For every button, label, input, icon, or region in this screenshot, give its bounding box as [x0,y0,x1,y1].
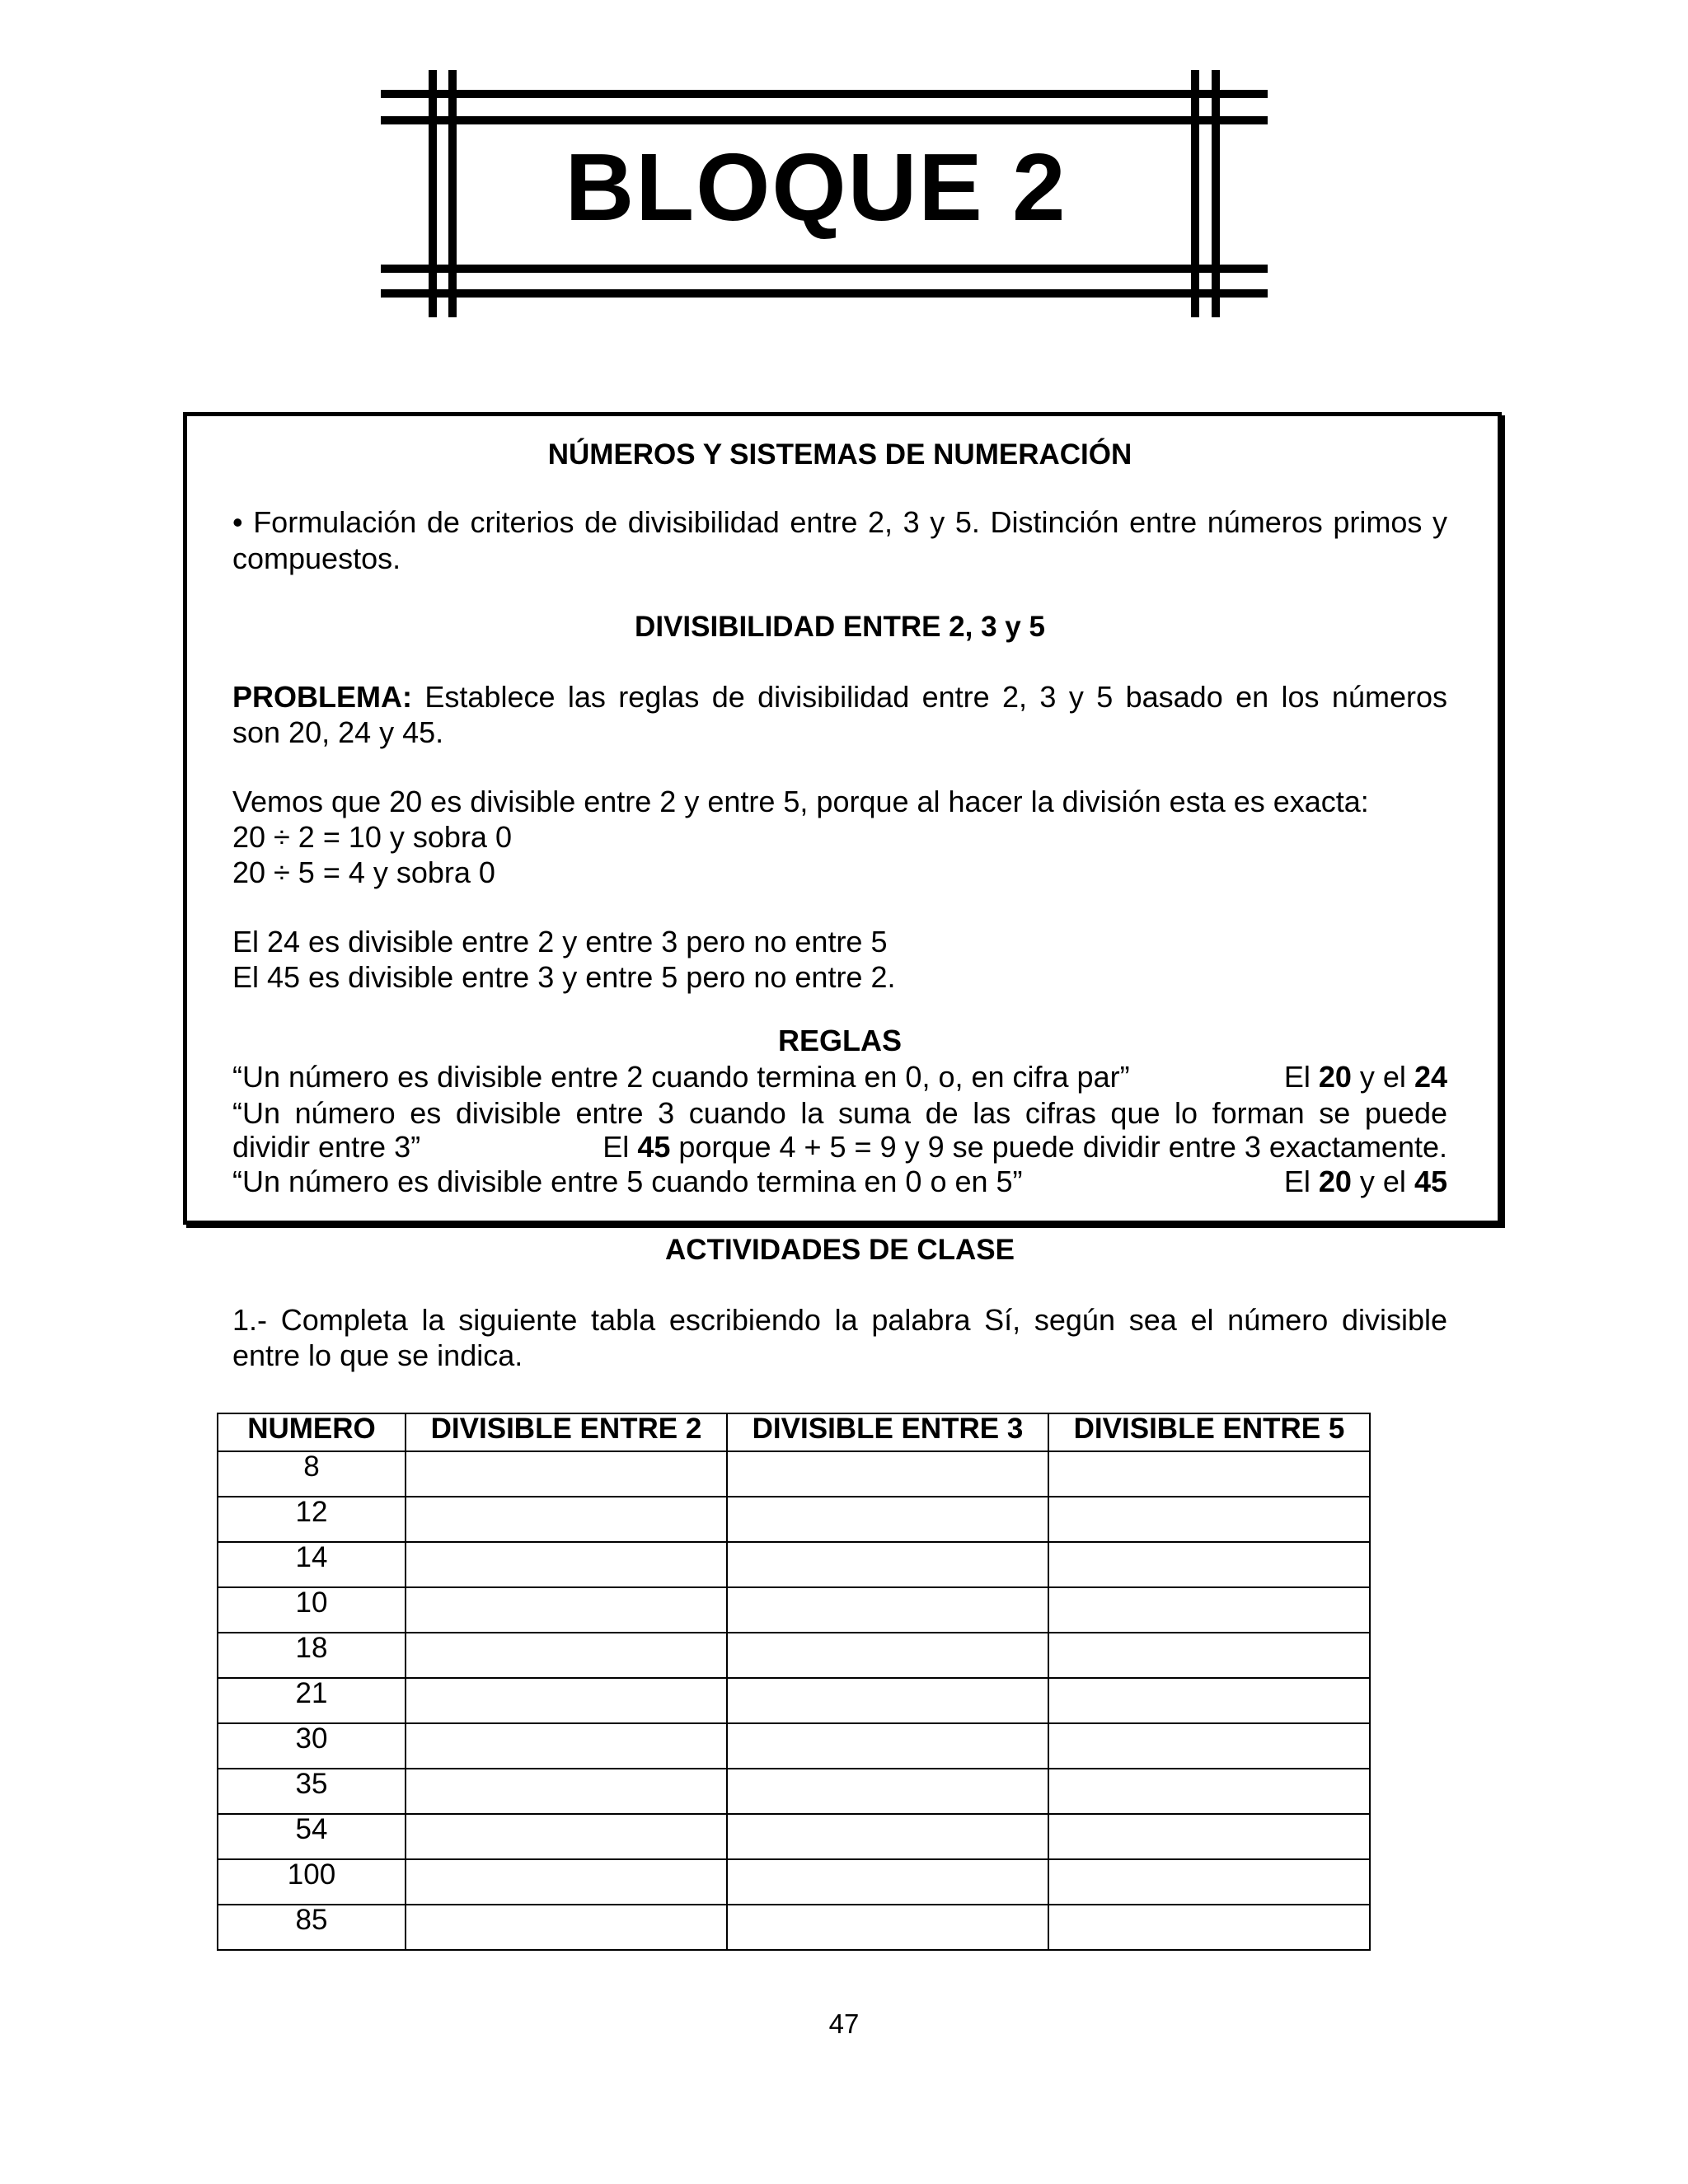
answer-cell-5[interactable] [1048,1723,1370,1769]
row-number: 18 [218,1633,406,1678]
answer-cell-2[interactable] [406,1497,727,1542]
answer-cell-3[interactable] [727,1542,1048,1587]
note-line-2: El 45 es divisible entre 3 y entre 5 pero no entre 2. [232,960,896,994]
table-row [218,1587,1370,1633]
rule-3-text: “Un número es divisible entre 5 cuando termina en 0 o en 5” [232,1165,1023,1198]
table-row [218,1814,1370,1859]
answer-cell-3[interactable] [727,1769,1048,1814]
rule-1-example-mid: y el [1359,1060,1406,1094]
answer-cell-5[interactable] [1048,1542,1370,1587]
table-row [218,1769,1370,1814]
answer-cell-2[interactable] [406,1633,727,1678]
answer-cell-5[interactable] [1048,1905,1370,1950]
answer-cell-5[interactable] [1048,1633,1370,1678]
rule-3-example [1284,1164,1447,1199]
explain-line-1: Vemos que 20 es divisible entre 2 y entre 5, porque al hacer la división esta es exacta: [232,785,1369,818]
rule-1-example-num1: 20 [1318,1060,1352,1094]
answer-cell-2[interactable] [406,1451,727,1497]
answer-cell-2[interactable] [406,1905,727,1950]
answer-cell-3[interactable] [727,1814,1048,1859]
table-row [218,1859,1370,1905]
header-divisible-2: DIVISIBLE ENTRE 2 [406,1413,727,1451]
rule-1-text: “Un número es divisible entre 2 cuando termina en 0, o, en cifra par” [232,1060,1130,1094]
row-number: 10 [218,1587,406,1633]
rule-1-example-num2: 24 [1414,1060,1447,1094]
rule-2-example-rest: porque 4 + 5 = 9 y 9 se puede dividir entre 3 exactamente. [678,1130,1447,1164]
answer-cell-5[interactable] [1048,1859,1370,1905]
rule-1-example-pre: El [1283,1060,1311,1094]
header-divisible-5: DIVISIBLE ENTRE 5 [1048,1413,1370,1451]
table-row [218,1905,1370,1950]
rules-heading: REGLAS [777,1024,902,1057]
answer-cell-2[interactable] [406,1814,727,1859]
answer-cell-3[interactable] [727,1451,1048,1497]
page-number: 47 [828,2008,860,2039]
rule-3-example-mid: y el [1359,1165,1406,1198]
bullet-line-2: compuestos. [232,541,401,575]
problem-line-1 [232,679,1447,715]
note-line-1: El 24 es divisible entre 2 y entre 3 pero no entre 5 [232,925,888,958]
answer-cell-3[interactable] [727,1633,1048,1678]
row-number: 8 [218,1451,406,1497]
table-header-row [218,1413,1370,1451]
row-number: 30 [218,1723,406,1769]
answer-cell-2[interactable] [406,1678,727,1723]
row-number: 100 [218,1859,406,1905]
rule-1-example [1284,1059,1447,1094]
table-row [218,1723,1370,1769]
instruction-line-2: entre lo que se indica. [232,1338,523,1372]
table-row [218,1678,1370,1723]
answer-cell-3[interactable] [727,1723,1048,1769]
rule-3 [232,1164,1447,1199]
row-number: 14 [218,1542,406,1587]
answer-cell-3[interactable] [727,1859,1048,1905]
rule-2-text: dividir entre 3” [232,1130,421,1164]
answer-cell-5[interactable] [1048,1814,1370,1859]
answer-cell-5[interactable] [1048,1678,1370,1723]
section-heading: NÚMEROS Y SISTEMAS DE NUMERACIÓN [547,438,1132,471]
subheading: DIVISIBILIDAD ENTRE 2, 3 y 5 [635,611,1045,643]
row-number: 54 [218,1814,406,1859]
rule-2-example-num: 45 [637,1130,671,1164]
answer-cell-5[interactable] [1048,1497,1370,1542]
answer-cell-2[interactable] [406,1723,727,1769]
answer-cell-5[interactable] [1048,1451,1370,1497]
rule-2-example [603,1129,1447,1165]
rule-2-example-pre: El [603,1130,630,1164]
problem-line-2: son 20, 24 y 45. [232,715,444,749]
answer-cell-5[interactable] [1048,1587,1370,1633]
answer-cell-2[interactable] [406,1542,727,1587]
answer-cell-3[interactable] [727,1905,1048,1950]
answer-cell-3[interactable] [727,1497,1048,1542]
answer-cell-5[interactable] [1048,1769,1370,1814]
rule-3-example-num2: 45 [1414,1165,1447,1198]
rule-2-line-1: “Un número es divisible entre 3 cuando la suma de las cifras que lo forman se puede [232,1096,1447,1130]
explain-line-2: 20 ÷ 2 = 10 y sobra 0 [232,820,512,854]
answer-cell-3[interactable] [727,1678,1048,1723]
instruction-line-1: 1.- Completa la siguiente tabla escribiendo la palabra Sí, según sea el número divisible [232,1303,1447,1337]
row-number: 35 [218,1769,406,1814]
row-number: 21 [218,1678,406,1723]
activities-heading: ACTIVIDADES DE CLASE [665,1234,1015,1266]
header-numero: NUMERO [218,1413,406,1451]
bullet-line-1: • Formulación de criterios de divisibilidad entre 2, 3 y 5. Distinción entre números primos y [232,505,1447,539]
answer-cell-2[interactable] [406,1769,727,1814]
table-row [218,1542,1370,1587]
table-row [218,1497,1370,1542]
problem-text: Establece las reglas de divisibilidad entre 2, 3 y 5 basado en los números [424,680,1447,714]
page-title: BLOQUE 2 [565,134,1067,241]
answer-cell-3[interactable] [727,1587,1048,1633]
row-number: 12 [218,1497,406,1542]
header-divisible-3: DIVISIBLE ENTRE 3 [727,1413,1048,1451]
problem-label: PROBLEMA: [232,680,412,714]
explain-line-3: 20 ÷ 5 = 4 y sobra 0 [232,855,495,889]
rule-3-example-num1: 20 [1318,1165,1352,1198]
rule-3-example-pre: El [1283,1165,1311,1198]
row-number: 85 [218,1905,406,1950]
table-row [218,1633,1370,1678]
rule-1 [232,1059,1447,1094]
rule-2-line-2 [232,1129,1447,1165]
answer-cell-2[interactable] [406,1859,727,1905]
table-row [218,1451,1370,1497]
divisibility-table [217,1413,1371,1951]
answer-cell-2[interactable] [406,1587,727,1633]
title-frame [0,0,1688,346]
